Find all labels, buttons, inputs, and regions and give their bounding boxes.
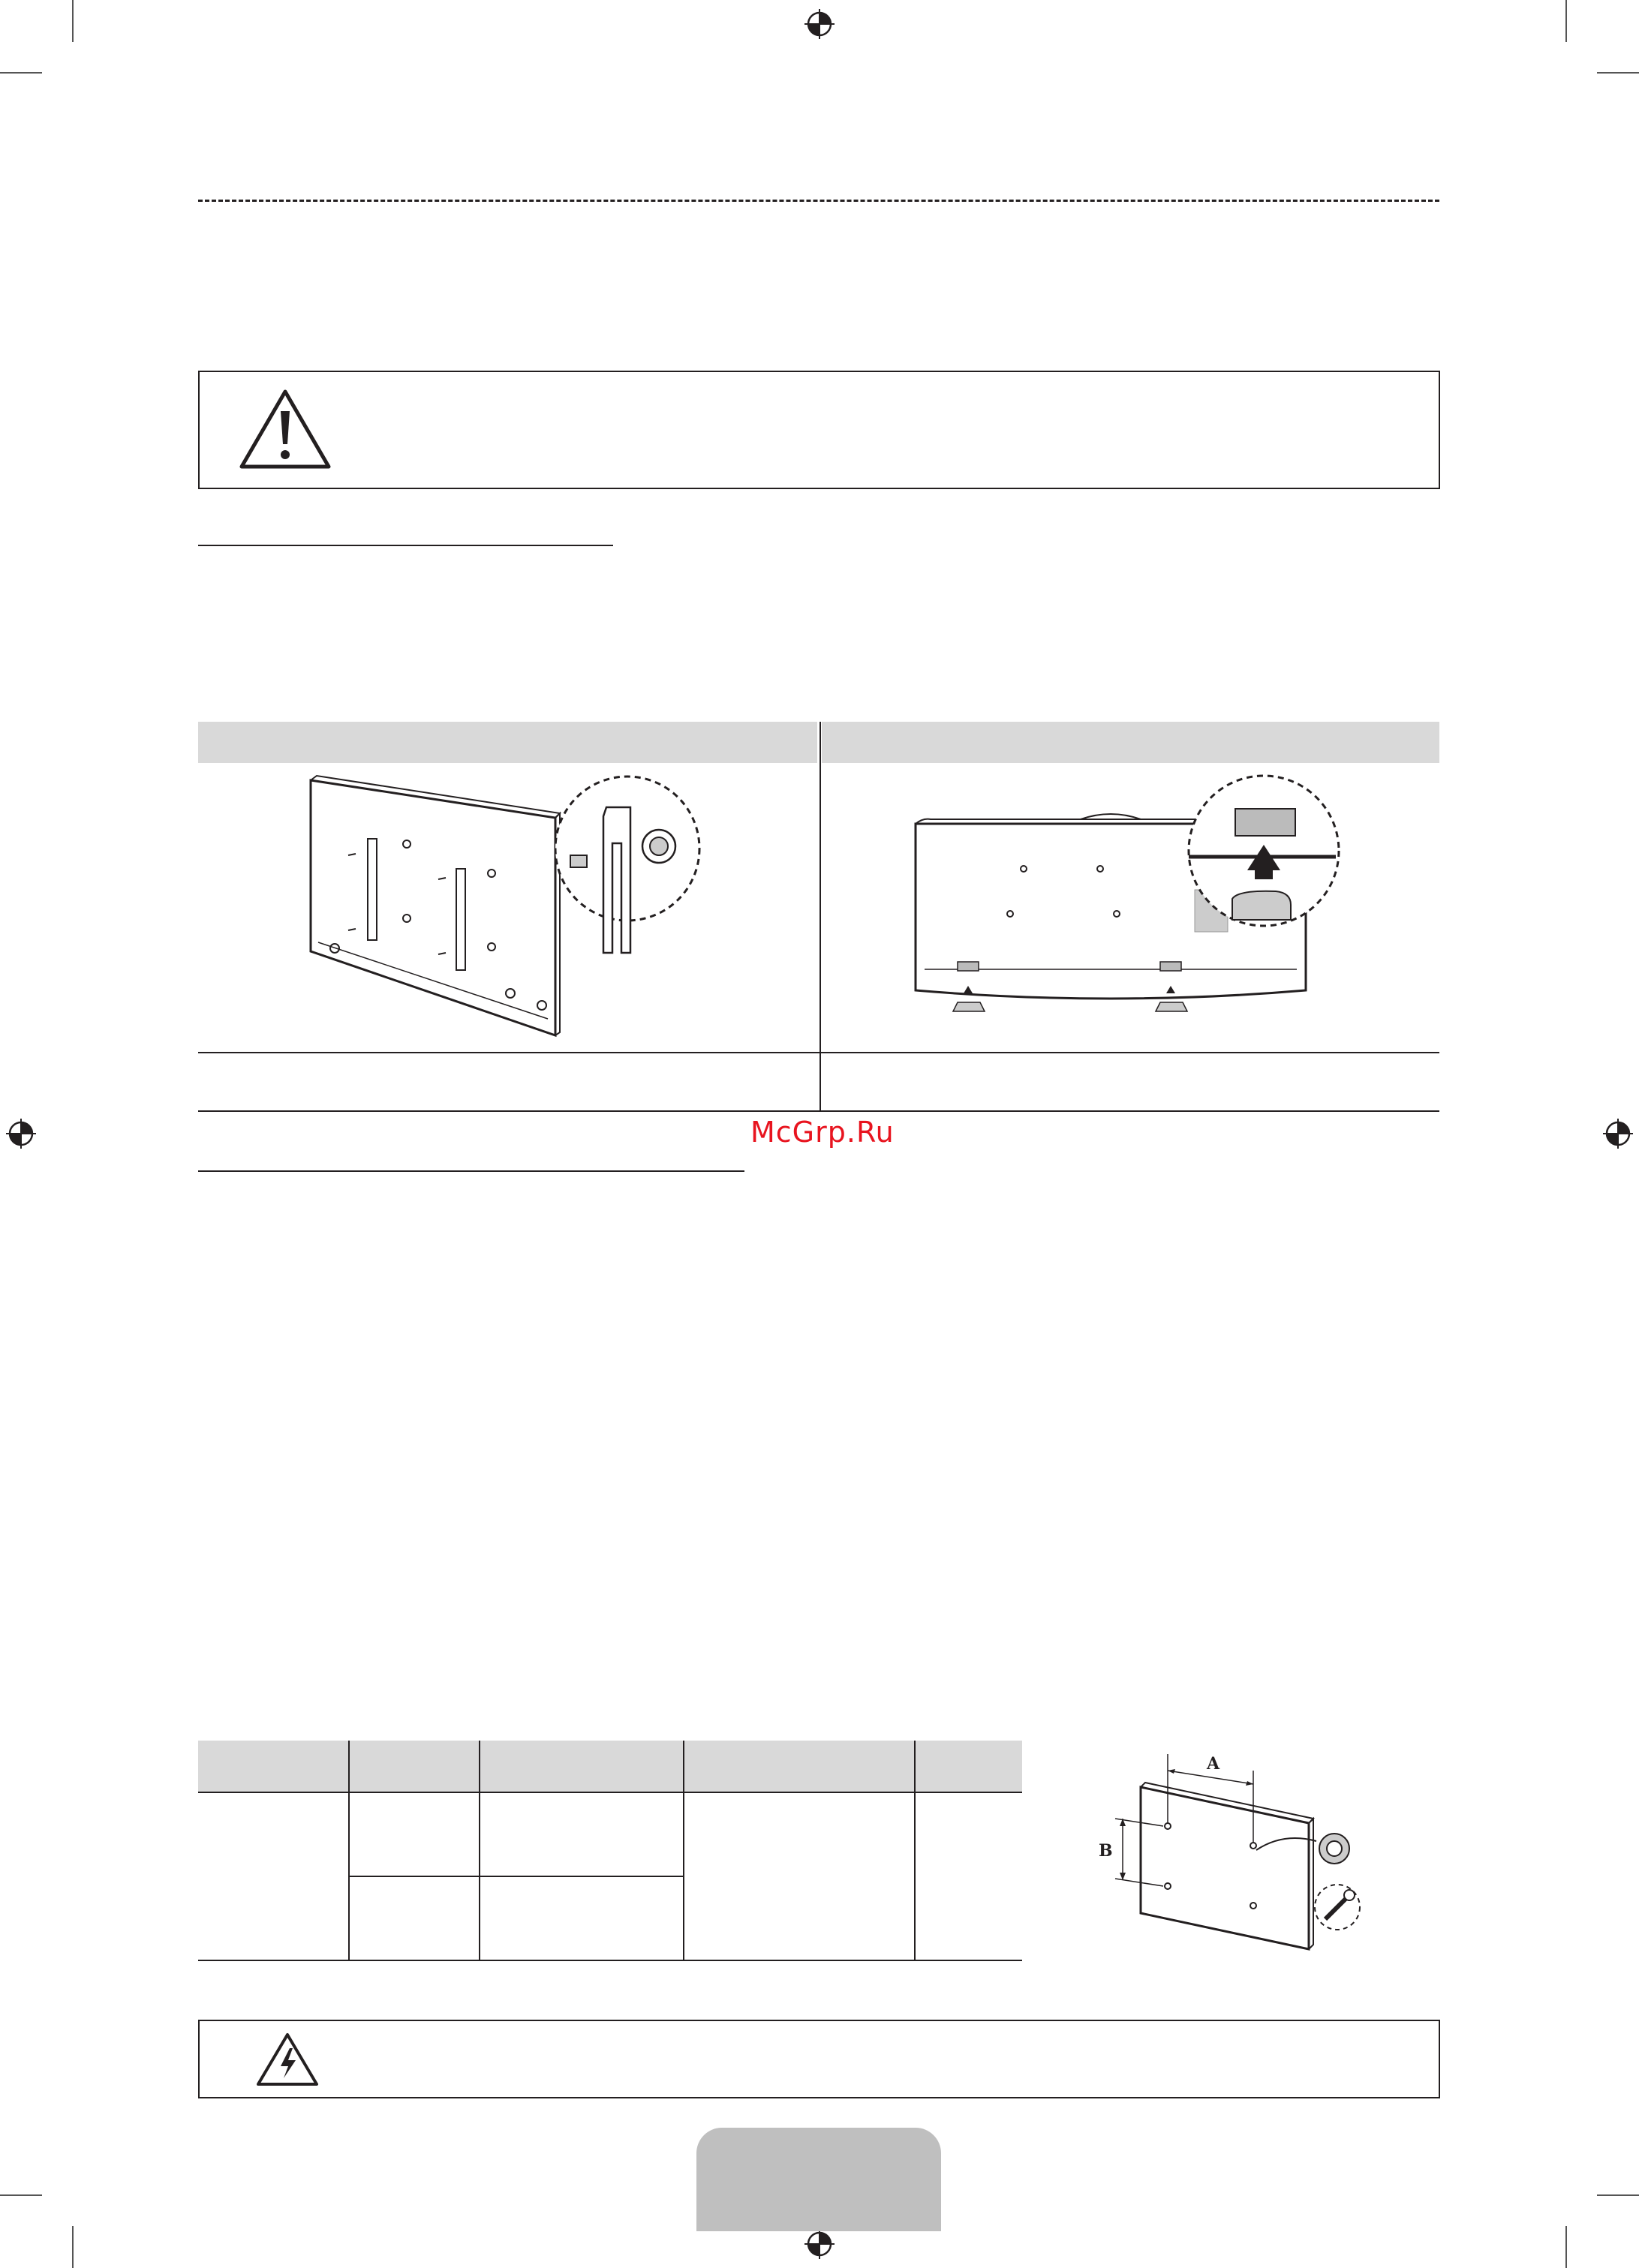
- wall-mount-holder-illustration: [300, 771, 735, 1041]
- crop-mark-top-left-v: [72, 0, 74, 42]
- spec-table-header: [198, 1741, 1022, 1792]
- registration-mark-icon: [6, 1119, 36, 1149]
- watermark: McGrp.Ru: [750, 1116, 895, 1149]
- crop-mark-bottom-right-h: [1597, 2194, 1639, 2196]
- table-header-right: [822, 722, 1439, 763]
- crop-mark-bottom-left-h: [0, 2194, 42, 2196]
- subsection-heading-underline: [198, 1170, 744, 1172]
- crop-mark-top-right-v: [1565, 0, 1567, 42]
- spec-table-col-divider: [914, 1741, 916, 1960]
- section-divider: [198, 200, 1439, 202]
- spec-table-bottom-border: [198, 1960, 1022, 1961]
- dimension-label-a: A: [1207, 1754, 1220, 1774]
- table-column-divider: [820, 722, 821, 1112]
- dimension-label-b: B: [1099, 1841, 1113, 1861]
- spec-table-col-divider: [348, 1741, 350, 1960]
- spec-table-col-divider: [479, 1741, 480, 1960]
- page-number-tab: [696, 2128, 941, 2231]
- vesa-dimension-illustration: [1096, 1750, 1381, 1952]
- caution-box: [198, 371, 1440, 489]
- table-bottom-border: [198, 1110, 1439, 1112]
- crop-mark-bottom-right-v: [1565, 2226, 1567, 2268]
- warning-triangle-icon: [237, 387, 333, 471]
- spec-table-row-divider: [348, 1876, 683, 1877]
- crop-mark-bottom-left-v: [72, 2226, 74, 2268]
- stand-placement-illustration: [886, 773, 1366, 1020]
- subsection-heading-underline: [198, 545, 613, 546]
- table-header-left: [198, 722, 817, 763]
- registration-mark-icon: [804, 9, 835, 39]
- registration-mark-icon: [804, 2229, 835, 2259]
- spec-table-header-rule: [198, 1792, 1022, 1793]
- electric-shock-warning-icon: [255, 2032, 320, 2087]
- crop-mark-top-left-h: [0, 72, 42, 74]
- spec-table-col-divider: [683, 1741, 684, 1960]
- crop-mark-top-right-h: [1597, 72, 1639, 74]
- registration-mark-icon: [1603, 1119, 1633, 1149]
- electric-warning-box: [198, 2020, 1440, 2098]
- table-row-divider: [198, 1052, 1439, 1053]
